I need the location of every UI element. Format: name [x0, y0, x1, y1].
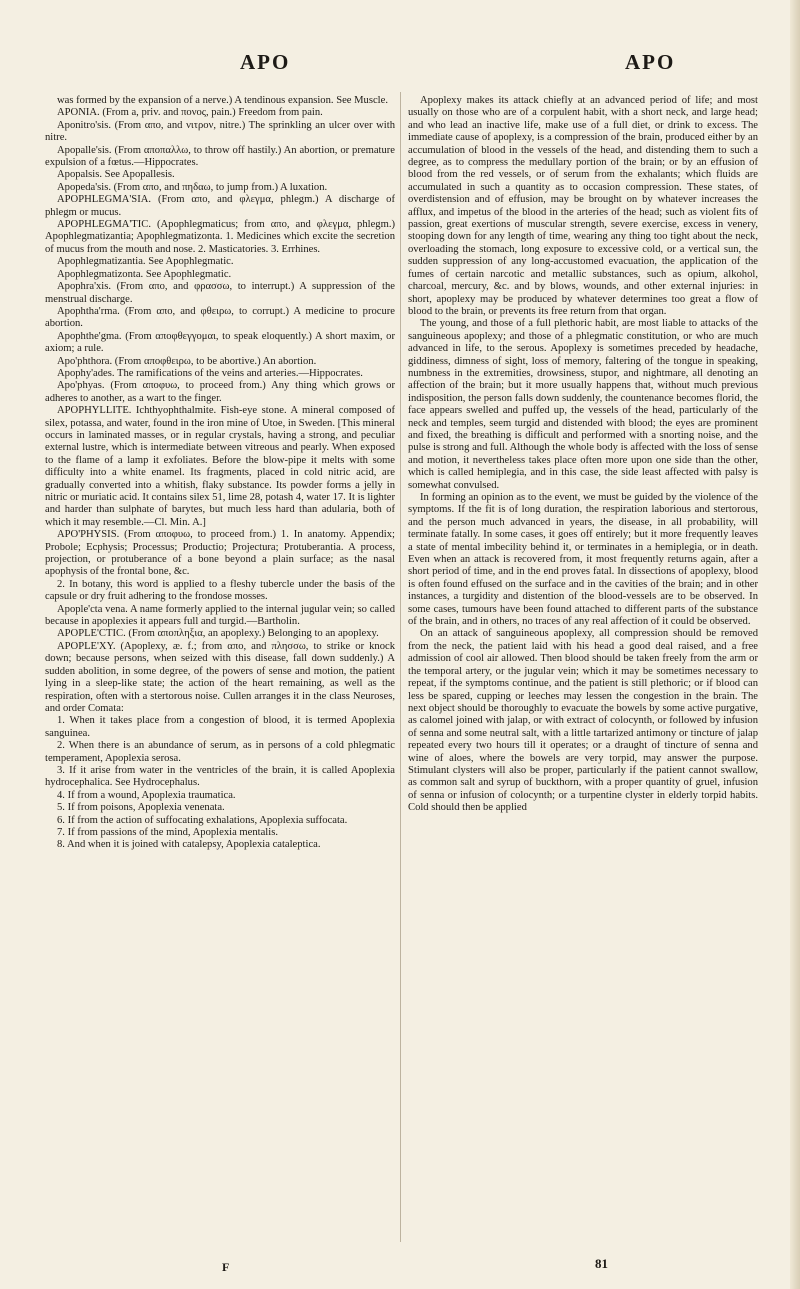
signature-mark: F: [222, 1260, 230, 1274]
entry-paragraph: 6. If from the action of suffocating exhalations, Apoplexia suffocata.: [57, 814, 348, 826]
entry-paragraph: 2. In botany, this word is applied to a fleshy tubercle under the basis of the capsule or dry fruit adhering to the frondose mosses.: [45, 578, 395, 603]
entry-paragraph: APO'PHYSIS. (From αποφυω, to proceed from.) 1. In anatomy. Appendix; Probole; Ecphysis; Processus; Productio; Projectura; Protuberantia. A process, projection, or protuberance of a bone beyond a plain surface; as the nasal apophysis of the frontal bone, &c.: [45, 529, 395, 578]
entry-paragraph: Apopeda'sis. (From απο, and πηδαω, to jump from.) A luxation.: [57, 181, 328, 193]
entry-paragraph: In forming an opinion as to the event, we must be guided by the violence of the symptoms. If the fit is of long duration, the respiration laborious and stertorous, and the person much advanced in years, the disease, in all probability, will terminate fatally. In some cases, it goes off entirely; but it more frequently leaves a state of mental imbecility behind it, or terminates in a hemiplegia, or in death. Even when an attack is recovered from, it most frequently returns again, after a short period of time, and in the end proves fatal. In dissections of apoplexy, blood is often found effused on the surface and in the cavities of the brain; and in other instances, a turgidity and distention of the blood-vessels are to be observed. In some cases, tumours have been found attached to different parts of the substance of the brain, and in others, no traces of any real affection of it could be observed.: [408, 492, 758, 628]
entry-paragraph: Apophy'ades. The ramifications of the veins and arteries.—Hippocrates.: [57, 367, 363, 379]
column-rule: [400, 92, 401, 1242]
entry-paragraph: 4. If from a wound, Apoplexia traumatica.: [57, 789, 236, 801]
running-head-left: APO: [240, 50, 291, 74]
entry-paragraph: 5. If from poisons, Apoplexia venenata.: [57, 802, 225, 814]
entry-paragraph: APOPHLEGMA'TIC. (Apophlegmaticus; from απο, and φλεγμα, phlegm.) Apophlegmatizantia; Apophlegmatizonta. 1. Medicines which excite the secretion of mucus from the mouth and nose. 2. Masticatories. 3. Errhines.: [45, 219, 395, 255]
right-column: [408, 95, 758, 1235]
entry-paragraph: Aponitro'sis. (From απο, and νιτρον, nitre.) The sprinkling an ulcer over with nitre.: [45, 119, 395, 144]
entry-paragraph: Apophthe'gma. (From αποφθεγγομαι, to speak eloquently.) A short maxim, or axiom; a rule.: [45, 330, 395, 355]
left-column: [45, 95, 395, 1235]
entry-paragraph: Apophlegmatizonta. See Apophlegmatic.: [57, 268, 232, 280]
page-number: 81: [595, 1256, 608, 1271]
entry-paragraph: APOPLE'XY. (Apoplexy, æ. f.; from απο, and πλησσω, to strike or knock down; because persons, when seized with this disease, fall down suddenly.) A sudden abolition, in some degree, of the powers of sense and motion, the patient lying in a sleep-like state; the action of the heart remaining, as well as the respiration, often with a stertorous noise. Cullen arranges it in the class Neuroses, and order Comata:: [45, 640, 395, 714]
entry-paragraph: Apopalsis. See Apopallesis.: [57, 169, 175, 181]
entry-paragraph: Apople'cta vena. A name formerly applied to the internal jugular vein; so called because in apoplexies it appears full and turgid.—Bartholin.: [45, 603, 395, 628]
running-head-right: APO: [625, 50, 676, 74]
entry-paragraph: Apophra'xis. (From απο, and φρασσω, to interrupt.) A suppression of the menstrual discharge.: [45, 281, 395, 305]
entry-paragraph: 8. And when it is joined with catalepsy, Apoplexia cataleptica.: [57, 839, 321, 851]
entry-paragraph: was formed by the expansion of a nerve.) A tendinous expansion. See Muscle.: [57, 95, 388, 106]
entry-paragraph: Apophtha'rma. (From απο, and φθειρω, to corrupt.) A medicine to procure abortion.: [45, 305, 395, 330]
entry-paragraph: Apo'phthora. (From αποφθειρω, to be abortive.) An abortion.: [57, 355, 317, 367]
entry-paragraph: APONIA. (From a, priv. and πονος, pain.) Freedom from pain.: [57, 107, 323, 119]
entry-paragraph: Apo'phyas. (From αποφυω, to proceed from.) Any thing which grows or adheres to another, as a wart to the finger.: [45, 380, 395, 404]
entry-paragraph: APOPHYLLITE. Ichthyophthalmite. Fish-eye stone. A mineral composed of silex, potassa, and water, found in the iron mine of Utoe, in Sweden. [This mineral occurs in laminated masses, or in regular crystals, having a strong, and peculiar external lustre, which is intermediate between vitreous and pearly. When exposed to the flame of a lamp it exfoliates. Before the blow-pipe it melts with some difficulty into a white enamel. Its fragments, placed in cold nitric acid, are gradually converted into a whitish, flaky substance. Its powder forms a jelly in nitric or muriatic acid. It contains silex 51, lime 28, potash 4, water 17. It is lighter and harder than sulphate of barytes, but much less hard than adularia, both of which it may resemble.—Cl. Min. A.]: [45, 405, 395, 528]
page-edge: [790, 0, 800, 1289]
entry-paragraph: Apophlegmatizantia. See Apophlegmatic.: [57, 256, 234, 268]
entry-paragraph: On an attack of sanguineous apoplexy, all compression should be removed from the neck, the patient laid with his head a good deal raised, and a free admission of cool air allowed. Then blood should be taken freely from the arm or the temporal artery, or the jugular vein; which it may be sometimes necessary to repeat, if the symptoms continue, and the patient is still plethoric; or if blood can less be spared, cupping or leeches may lessen the congestion in the brain. The next object should be thoroughly to evacuate the bowels by some active purgative, as calomel joined with jalap, or with extract of colocynth, or followed by infusion of senna and some neutral salt, with a little tartarized antimony or tincture of jalap repeated every two hours till it operates; or a draught of tincture of senna and wine of aloes, where the bowels are very torpid, may answer the purpose. Stimulant clysters will also be proper, particularly if the patient cannot swallow, as common salt and syrup of buckthorn, with a proper quantity of gruel, infusion of senna or infusion of colocynth; or a turpentine clyster in elderly torpid habits. Cold should then be applied: [408, 628, 758, 814]
entry-paragraph: 7. If from passions of the mind, Apoplexia mentalis.: [57, 826, 278, 838]
entry-paragraph: 3. If it arise from water in the ventricles of the brain, it is called Apoplexia hydrocephalica. See Hydrocephalus.: [45, 764, 395, 789]
entry-paragraph: APOPLE'CTIC. (From αποπληξια, an apoplexy.) Belonging to an apoplexy.: [57, 628, 379, 640]
entry-paragraph: APOPHLEGMA'SIA. (From απο, and φλεγμα, phlegm.) A discharge of phlegm or mucus.: [45, 194, 395, 218]
entry-paragraph: 2. When there is an abundance of serum, as in persons of a cold phlegmatic temperament, Apoplexia serosa.: [45, 740, 395, 764]
entry-paragraph: The young, and those of a full plethoric habit, are most liable to attacks of the sanguineous apoplexy; and those of a phlegmatic constitution, or who are much advanced in life, to the serous. Apoplexy is sometimes preceded by headache, giddiness, dimness of sight, loss of memory, faltering of the tongue in speaking, numbness in the extremities, drowsiness, stupor, and nightmare, all denoting an affection of the brain; but it more usually happens that, without much previous indisposition, the person falls down suddenly, the countenance becomes florid, the face appears swelled and puffed up, the vessels of the head, particularly of the neck and temples, seem turgid and distended with blood; the eyes are prominent and fixed, the breathing is difficult and performed with a snorting noise, and the pulse is strong and full. Although the whole body is affected with the loss of sense and motion, it nevertheless takes place often more upon one side than the other, which is called hemiplegia, and in this case, the side least affected with palsy is somewhat convulsed.: [408, 318, 758, 491]
entry-paragraph: 1. When it takes place from a congestion of blood, it is termed Apoplexia sanguinea.: [45, 715, 395, 739]
entry-paragraph: Apoplexy makes its attack chiefly at an advanced period of life; and most usually on those who are of a corpulent habit, with a short neck, and large head; and who lead an inactive life, make use of a full diet, or drink to excess. The immediate cause of apoplexy, is a compression of the brain, produced either by an accumulation of blood in the vessels of the head, and distending them to such a degree, as to compress the medullary portion of the brain; or by an effusion of blood from the red vessels, or of serum from the exhalants; which fluids are accumulated in such a quantity as to occasion compression. These states, of overdistension and of effusion, may be brought on by whatever increases the afflux, and impetus of the blood in the arteries of the head; such as violent fits of passion, great exertions of muscular strength, severe exercise, excess in venery, stooping down for any length of time, wearing any thing too tight about the neck, overloading the stomach, long exposure to excessive cold, or a vertical sun, the sudden suppression of any long-accustomed evacuation, the application of the fumes of certain narcotic and metallic substances, such as opium, alkohol, charcoal, mercury, &c. and by blows, wounds, and other external injuries: in short, apoplexy may be produced by whatever determines too great a flow of blood to the brain, or prevents its free return from that organ.: [408, 95, 758, 317]
entry-paragraph: Apopalle'sis. (From αποπαλλω, to throw off hastily.) An abortion, or premature expulsion of a fœtus.—Hippocrates.: [45, 144, 395, 169]
